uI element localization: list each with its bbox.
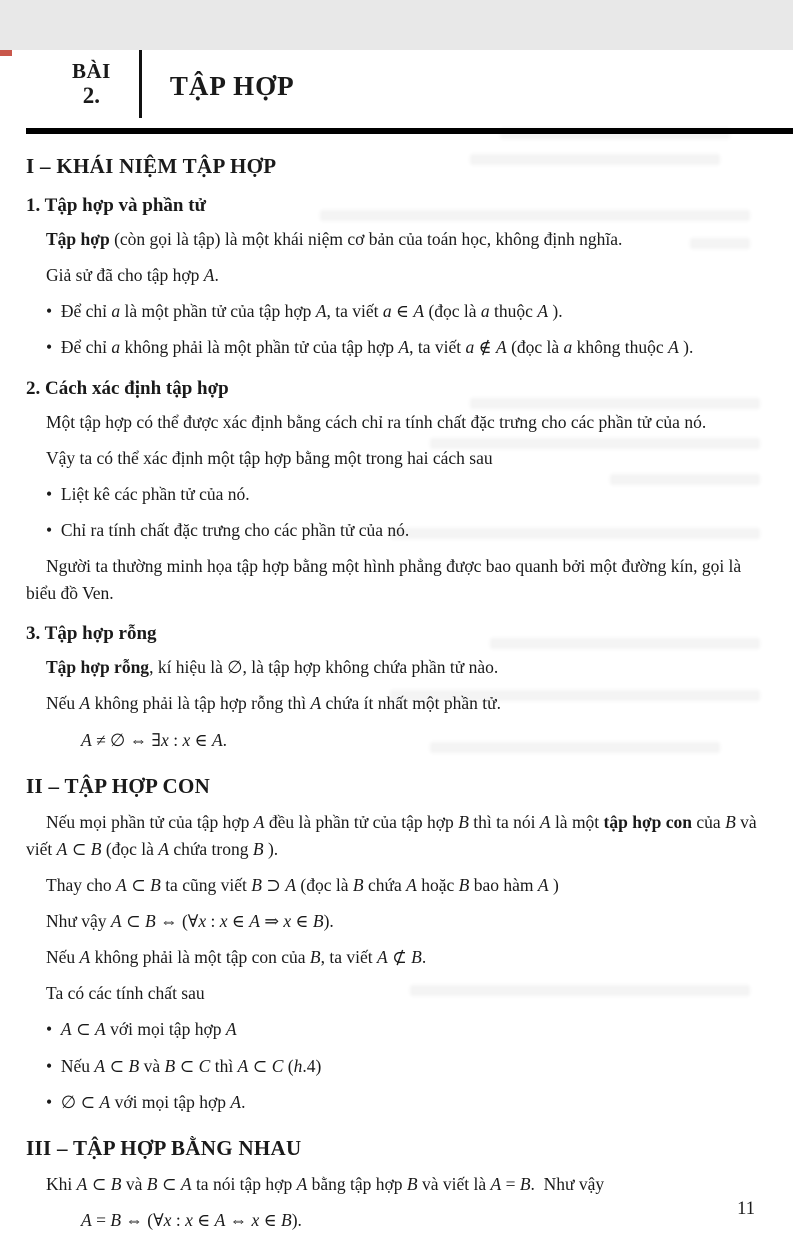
bullet-item: • Để chỉ a là một phần tử của tập hợp A, ta viết a ∈ A (đọc là a thuộc A ). — [46, 301, 563, 322]
section-1-heading: I – KHÁI NIỆM TẬP HỢP — [26, 154, 277, 178]
formula: A ≠ ∅ ⇔ ∃x : x ∈ A. — [81, 729, 228, 750]
bullet-item: • Để chỉ a không phải là một phần tử của tập hợp A, ta viết a ∉ A (đọc là a không thuộc A ). — [46, 337, 694, 358]
paragraph: Nếu mọi phần tử của tập hợp A đều là phần tử của tập hợp B thì ta nói A là một tập hợp con của B và viết A ⊂ B (đọc là A chứa trong B ). — [26, 811, 757, 859]
paragraph: Thay cho A ⊂ B ta cũng viết B ⊃ A (đọc là B chứa A hoặc B bao hàm A ) — [46, 874, 559, 895]
bullet-item: • ∅ ⊂ A với mọi tập hợp A. — [46, 1091, 246, 1112]
lesson-badge — [72, 59, 111, 110]
paragraph: Một tập hợp có thể được xác định bằng cách chỉ ra tính chất đặc trưng cho các phần tử của nó. — [46, 411, 707, 432]
subsection-2-heading: 2. Cách xác định tập hợp — [26, 377, 229, 399]
paragraph: Khi A ⊂ B và B ⊂ A ta nói tập hợp A bằng tập hợp B và viết là A = B. Như vậy — [46, 1173, 605, 1194]
paragraph: Nếu A không phải là một tập con của B, ta viết A ⊄ B. — [46, 947, 427, 968]
paragraph: Vậy ta có thể xác định một tập hợp bằng một trong hai cách sau — [46, 447, 493, 468]
paragraph: Nếu A không phải là tập hợp rỗng thì A chứa ít nhất một phần tử. — [46, 693, 501, 714]
bullet-item: • Chỉ ra tính chất đặc trưng cho các phần tử của nó. — [46, 519, 410, 540]
textbook-page — [0, 50, 793, 1250]
paragraph: Giả sử đã cho tập hợp A. — [46, 265, 219, 286]
paragraph: Tập hợp rỗng, kí hiệu là ∅, là tập hợp không chứa phần tử nào. — [46, 657, 499, 678]
section-3-heading: III – TẬP HỢP BẰNG NHAU — [26, 1135, 302, 1160]
section-2-heading: II – TẬP HỢP CON — [26, 773, 211, 798]
bullet-item: • Liệt kê các phần tử của nó. — [46, 483, 250, 504]
header-rule — [26, 128, 793, 134]
subsection-3-heading: 3. Tập hợp rỗng — [26, 623, 157, 645]
subsection-1-heading: 1. Tập hợp và phần tử — [26, 195, 206, 216]
header-divider — [139, 50, 142, 118]
paragraph: Tập hợp (còn gọi là tập) là một khái niệm cơ bản của toán học, không định nghĩa. — [46, 229, 623, 249]
page-number: 11 — [737, 1199, 755, 1219]
bullet-item: • Nếu A ⊂ B và B ⊂ C thì A ⊂ C (h.4) — [46, 1055, 322, 1076]
paragraph: Như vậy A ⊂ B ⇔ (∀x : x ∈ A ⇒ x ∈ B). — [46, 911, 334, 931]
lesson-label: BÀI — [72, 58, 111, 83]
scan-artifact — [0, 50, 12, 56]
paragraph: Người ta thường minh họa tập hợp bằng một hình phẳng được bao quanh bởi một đường kín, gọi là biểu đồ Ven. — [26, 556, 742, 604]
lesson-number: 2. — [82, 82, 101, 108]
lesson-header — [26, 50, 759, 118]
bullet-item: • A ⊂ A với mọi tập hợp A — [46, 1019, 237, 1040]
lesson-title: TẬP HỢP — [169, 70, 295, 101]
formula: A = B ⇔ (∀x : x ∈ A ⇔ x ∈ B). — [81, 1209, 302, 1230]
paragraph: Ta có các tính chất sau — [46, 983, 205, 1004]
